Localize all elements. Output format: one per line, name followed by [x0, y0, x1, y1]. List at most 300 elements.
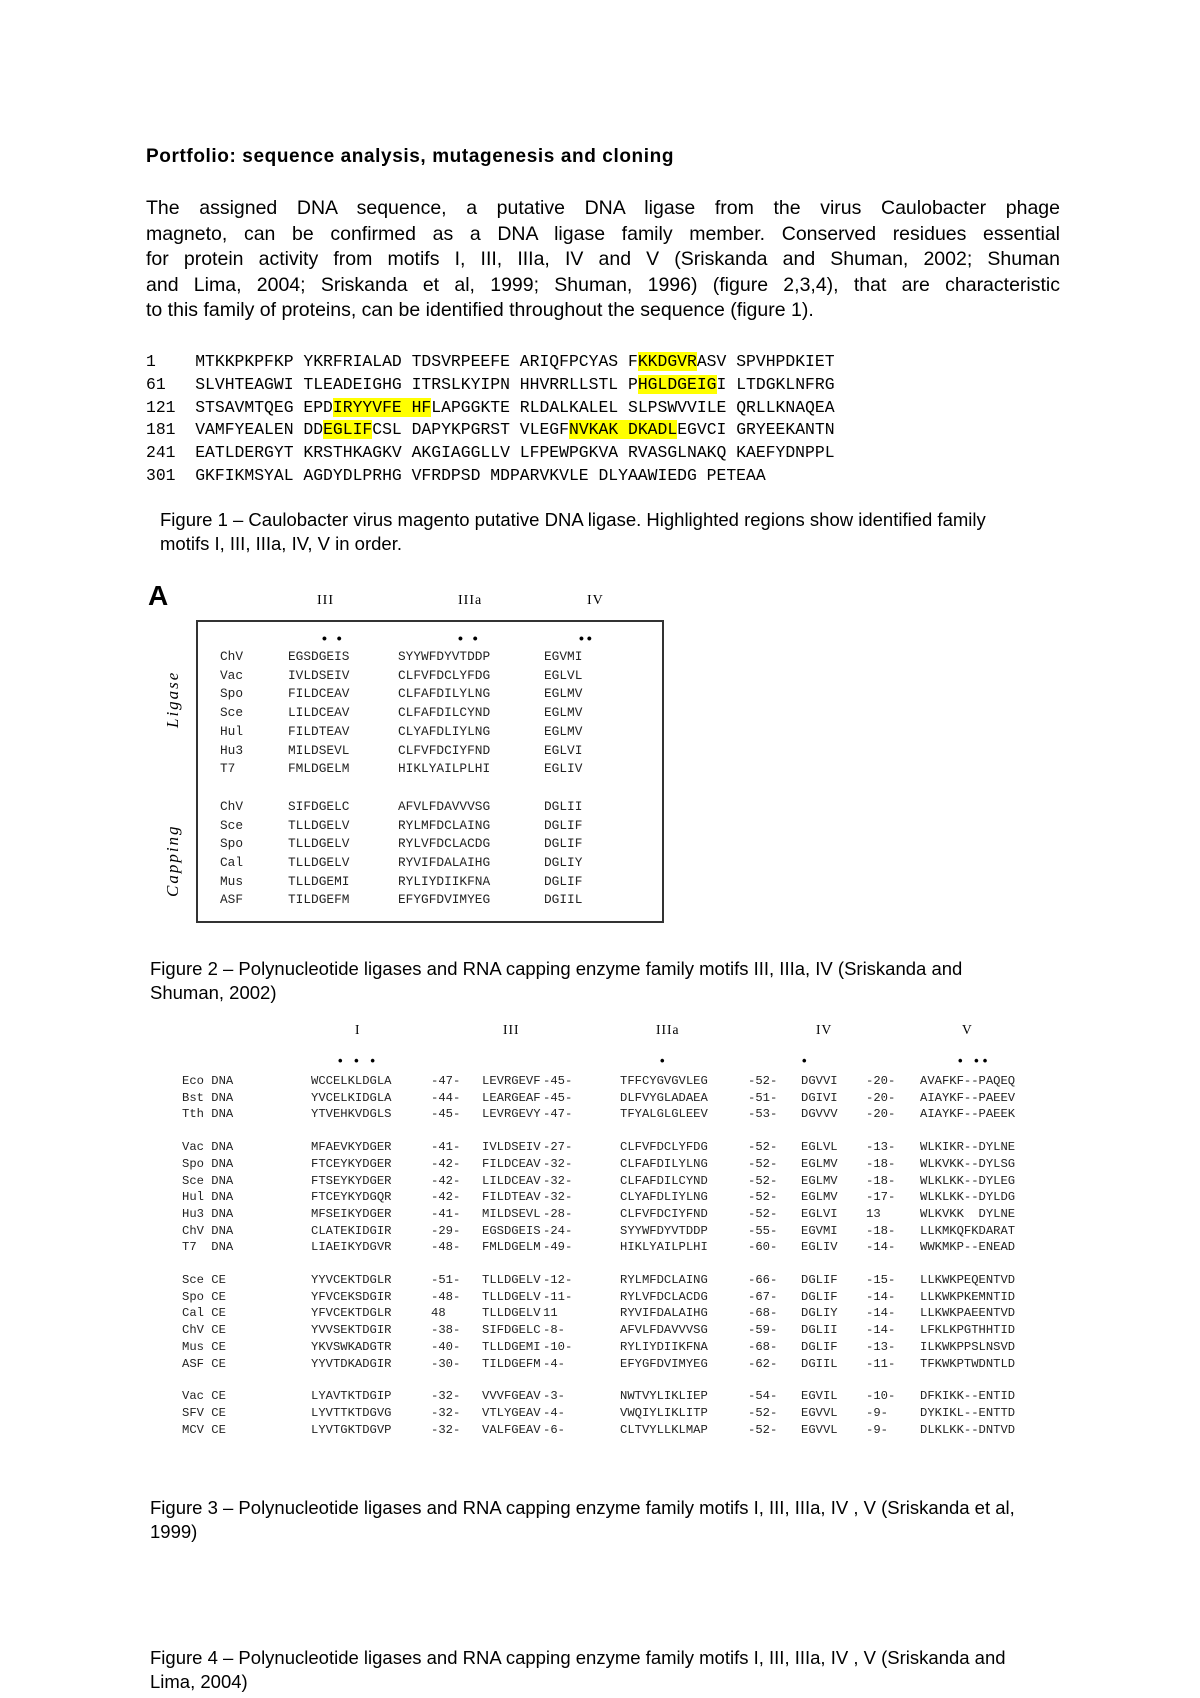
spacer-length: -47-: [431, 1074, 461, 1088]
motif-sequence: AIAYKF--PAEEK: [920, 1107, 1016, 1122]
sequence-segment: CSL DAPYKPGRST VLEGF: [372, 420, 569, 440]
figure3-alignment-row: [0, 1357, 1200, 1374]
spacer-length: -52-: [748, 1140, 778, 1155]
spacer-length: -24-: [543, 1223, 573, 1238]
motif-sequence: WLKVKK DYLNE: [920, 1206, 1016, 1221]
motif-sequence: MILDSEVL: [482, 1206, 541, 1221]
spacer-length: -29-: [431, 1223, 461, 1238]
motif-sequence: FILDCEAV: [482, 1156, 541, 1171]
spacer-length: -60-: [748, 1240, 778, 1255]
motif-sequence: AFVLFDAVVVSG: [620, 1323, 708, 1338]
organism-label: MCV CE: [182, 1422, 226, 1437]
figure3-conserved-dots: • • •: [338, 1053, 379, 1068]
motif-sequence: DGVVI: [801, 1074, 838, 1088]
motif-sequence: HIKLYAILPLHI: [398, 761, 491, 777]
intro-line: to this family of proteins, can be identified throughout the sequence (figure 1).: [146, 299, 814, 322]
motif-sequence: YYVCEKTDGLR: [311, 1273, 392, 1287]
motif-sequence: TLLDGELV: [288, 855, 350, 870]
motif-sequence: WLKVKK--DYLSG: [920, 1156, 1016, 1171]
figure2-conserved-dots: • •: [458, 630, 481, 646]
spacer-length: -62-: [748, 1356, 778, 1371]
figure3-caption: Figure 3 – Polynucleotide ligases and RNA capping enzyme family motifs I, III, IIIa, IV , V (Sriskanda et al, 1999): [150, 1497, 1015, 1542]
spacer-length: -20-: [866, 1074, 896, 1088]
spacer-length: -42-: [431, 1156, 461, 1171]
motif-sequence: EGLIV: [544, 761, 583, 777]
sequence-position: 241: [146, 443, 196, 463]
spacer-length: -18-: [866, 1156, 896, 1171]
motif-sequence: TFYALGLGLEEV: [620, 1107, 708, 1122]
motif-sequence: LLKMKQFKDARAT: [920, 1223, 1016, 1238]
figure3-alignment-row: [0, 1423, 1200, 1440]
motif-sequence: LILDCEAV: [482, 1173, 541, 1188]
motif-sequence: DGLIF: [544, 836, 583, 852]
spacer-length: -14-: [866, 1323, 896, 1338]
spacer-length: -13-: [866, 1339, 896, 1354]
intro-line: magneto, can be confirmed as a DNA ligase family member. Conserved residues essential: [146, 222, 1060, 245]
sequence-row: [146, 374, 835, 397]
organism-label: Hu3 DNA: [182, 1206, 234, 1221]
motif-sequence: RYLMFDCLAING: [620, 1273, 708, 1287]
intro-line: for protein activity from motifs I, III, IIIa, IV and V (Sriskanda and Shuman, 2002; Shuman: [146, 248, 1060, 271]
organism-label: Sce: [220, 817, 244, 833]
motif-sequence: DGLIF: [544, 817, 583, 833]
spacer-length: -32-: [431, 1422, 461, 1437]
spacer-length: -20-: [866, 1090, 896, 1105]
figure3-alignment-row: [0, 1273, 1200, 1290]
motif-sequence: WLKLKK--DYLEG: [920, 1173, 1016, 1188]
spacer-length: -18-: [866, 1223, 896, 1238]
motif-sequence: TLLDGELV: [482, 1273, 541, 1287]
motif-sequence: TFKWKPTWDNTLD: [920, 1356, 1016, 1371]
figure3-motif-header: III: [503, 1022, 520, 1037]
document-title: Portfolio: sequence analysis, mutagenesis and cloning: [146, 146, 675, 167]
figure2-alignment-row: [198, 855, 666, 874]
motif-sequence: EFYGFDVIMYEG: [620, 1356, 708, 1371]
motif-sequence: CLFVFDCLYFDG: [620, 1140, 708, 1155]
spacer-length: -32-: [431, 1389, 461, 1404]
sequence-row: [146, 419, 835, 442]
motif-sequence: CLFVFDCIYFND: [620, 1206, 708, 1221]
spacer-length: -45-: [543, 1090, 573, 1105]
motif-sequence: SIFDGELC: [482, 1323, 541, 1338]
spacer-length: -44-: [431, 1090, 461, 1105]
motif-sequence: CLFVFDCIYFND: [398, 742, 491, 758]
motif-sequence: DGLIY: [801, 1306, 838, 1321]
motif-sequence: EGSDGEIS: [482, 1223, 541, 1238]
motif-sequence: FILDTEAV: [482, 1190, 541, 1205]
spacer-length: -30-: [431, 1356, 461, 1371]
highlighted-motif: HGLDGEIG: [637, 374, 717, 394]
motif-sequence: TLLDGELV: [482, 1289, 541, 1304]
spacer-length: 11: [543, 1306, 558, 1321]
spacer-length: -13-: [866, 1140, 896, 1155]
spacer-length: -3-: [543, 1389, 565, 1404]
figure3-alignment-row: [0, 1107, 1200, 1124]
motif-sequence: EFYGFDVIMYEG: [398, 892, 491, 908]
motif-sequence: LFKLKPGTHHTID: [920, 1323, 1016, 1338]
spacer-length: -38-: [431, 1323, 461, 1338]
figure3-alignment-row: [0, 1389, 1200, 1406]
organism-label: T7 DNA: [182, 1240, 234, 1255]
motif-sequence: EGVIL: [801, 1389, 838, 1404]
spacer-length: -48-: [431, 1240, 461, 1255]
motif-sequence: IVLDSEIV: [288, 667, 350, 683]
sequence-segment: LAPGGKTE RLDALKALEL SLPSWVVILE QRLLKNAQEA: [431, 397, 835, 417]
motif-sequence: DGLIF: [544, 873, 583, 889]
motif-sequence: EGLMV: [801, 1156, 838, 1171]
motif-sequence: TILDGEFM: [482, 1356, 541, 1371]
figure1-caption: Figure 1 – Caulobacter virus magento putative DNA ligase. Highlighted regions show identified family motifs I, III, IIIa, IV, V in order.: [160, 509, 986, 554]
motif-sequence: CLYAFDLIYLNG: [398, 723, 491, 739]
motif-sequence: AIAYKF--PAEEV: [920, 1090, 1016, 1105]
organism-label: Tth DNA: [182, 1107, 234, 1122]
motif-sequence: FTSEYKYDGER: [311, 1173, 392, 1188]
spacer-length: -68-: [748, 1339, 778, 1354]
motif-sequence: WWKMKP--ENEAD: [920, 1240, 1016, 1255]
motif-sequence: CLFAFDILYLNG: [620, 1156, 708, 1171]
motif-sequence: EGVVL: [801, 1405, 838, 1420]
motif-sequence: CLFAFDILCYND: [398, 705, 491, 721]
sequence-segment: GKFIKMSYAL AGDYDLPRHG VFRDPSD MDPARVKVLE DLYAAWIEDG PETEAA: [195, 465, 766, 485]
spacer-length: -32-: [543, 1156, 573, 1171]
spacer-length: -53-: [748, 1107, 778, 1122]
figure3-alignment-row: [0, 1340, 1200, 1357]
figure3-motif-header: IIIa: [656, 1022, 680, 1037]
figure4-caption: Figure 4 – Polynucleotide ligases and RNA capping enzyme family motifs I, III, IIIa, IV , V (Sriskanda and Lima, 2004): [150, 1647, 1006, 1692]
spacer-length: -14-: [866, 1306, 896, 1321]
spacer-length: -14-: [866, 1240, 896, 1255]
motif-sequence: FMLDGELM: [288, 761, 350, 777]
figure2-alignment-row: [198, 799, 666, 818]
organism-label: Cal: [220, 855, 244, 870]
figure2-alignment-row: [198, 724, 666, 743]
motif-sequence: CLYAFDLIYLNG: [620, 1190, 708, 1205]
motif-sequence: CLFAFDILYLNG: [398, 686, 491, 702]
spacer-length: -14-: [866, 1289, 896, 1304]
organism-label: ChV: [220, 649, 244, 664]
motif-sequence: ILKWKPPSLNSVD: [920, 1339, 1016, 1354]
organism-label: Hul: [220, 723, 244, 739]
motif-sequence: CLFVFDCLYFDG: [398, 667, 491, 683]
sequence-position: 1: [146, 352, 196, 371]
figure2-caption: Figure 2 – Polynucleotide ligases and RNA capping enzyme family motifs III, IIIa, IV (Sriskanda and Shuman, 2002): [150, 958, 963, 1003]
organism-label: Spo: [220, 686, 244, 702]
figure3-motif-header: V: [962, 1022, 973, 1037]
figure2-conserved-dots: ••: [579, 630, 595, 646]
spacer-length: -9-: [866, 1405, 888, 1420]
sequence-segment: EATLDERGYT KRSTHKAGKV AKGIAGGLLV LFPEWPGKVA RVASGLNAKQ KAEFYDNPPL: [195, 443, 835, 463]
sequence-position: 61: [146, 374, 196, 394]
figure3-alignment-row: [0, 1290, 1200, 1307]
motif-sequence: EGLMV: [544, 686, 583, 702]
organism-label: ASF: [220, 892, 244, 908]
motif-sequence: RYVIFDALAIHG: [620, 1306, 708, 1321]
motif-sequence: EGLMV: [544, 705, 583, 721]
spacer-length: -11-: [543, 1289, 573, 1304]
motif-sequence: TLLDGEMI: [482, 1339, 541, 1354]
spacer-length: -52-: [748, 1156, 778, 1171]
organism-label: Sce CE: [182, 1273, 226, 1287]
spacer-length: -52-: [748, 1422, 778, 1437]
figure3-alignment-row: [0, 1207, 1200, 1224]
figure3-conserved-dots: •: [802, 1053, 811, 1068]
spacer-length: -52-: [748, 1405, 778, 1420]
organism-label: ChV DNA: [182, 1223, 234, 1238]
motif-sequence: FTCEYKYDGER: [311, 1156, 392, 1171]
highlighted-motif: NVKAK DKADL: [568, 420, 678, 440]
spacer-length: -42-: [431, 1190, 461, 1205]
motif-sequence: LLKWKPEQENTVD: [920, 1273, 1016, 1287]
motif-sequence: TLLDGELV: [482, 1306, 541, 1321]
motif-sequence: EGLMV: [801, 1190, 838, 1205]
spacer-length: -12-: [543, 1273, 573, 1287]
sequence-row: [146, 465, 835, 488]
spacer-length: -41-: [431, 1206, 461, 1221]
organism-label: Vac: [220, 667, 244, 683]
organism-label: Sce DNA: [182, 1173, 234, 1188]
sequence-row: [146, 351, 835, 374]
motif-sequence: DGVVV: [801, 1107, 838, 1122]
motif-sequence: CLTVYLLKLMAP: [620, 1422, 708, 1437]
motif-sequence: EGLMV: [801, 1173, 838, 1188]
spacer-length: -18-: [866, 1173, 896, 1188]
motif-sequence: EGVMI: [544, 649, 583, 664]
figure3-alignment-row: [0, 1240, 1200, 1257]
spacer-length: -28-: [543, 1206, 573, 1221]
spacer-length: -4-: [543, 1405, 565, 1420]
figure3-alignment-row: [0, 1323, 1200, 1340]
organism-label: Bst DNA: [182, 1090, 234, 1105]
figure2-alignment-row: [198, 892, 666, 911]
spacer-length: -51-: [431, 1273, 461, 1287]
motif-sequence: RYVIFDALAIHG: [398, 855, 491, 870]
organism-label: Mus: [220, 873, 244, 889]
motif-sequence: TFFCYGVGVLEG: [620, 1074, 708, 1088]
spacer-length: -52-: [748, 1074, 778, 1088]
spacer-length: -41-: [431, 1140, 461, 1155]
spacer-length: -11-: [866, 1356, 896, 1371]
spacer-length: -48-: [431, 1289, 461, 1304]
spacer-length: -47-: [543, 1107, 573, 1122]
organism-label: ChV CE: [182, 1323, 226, 1338]
sequence-segment: SLVHTEAGWI TLEADEIGHG ITRSLKYIPN HHVRRLLSTL P: [195, 374, 638, 394]
figure2-motif-header: IV: [587, 593, 604, 608]
spacer-length: -45-: [543, 1074, 573, 1088]
motif-sequence: WLKLKK--DYLDG: [920, 1190, 1016, 1205]
spacer-length: -54-: [748, 1389, 778, 1404]
figure2-alignment-row: [198, 668, 666, 687]
figure3-alignment-row: [0, 1157, 1200, 1174]
sequence-row: [146, 397, 835, 420]
figure3-alignment-row: [0, 1306, 1200, 1323]
motif-sequence: NWTVYLIKLIEP: [620, 1389, 708, 1404]
spacer-length: -42-: [431, 1173, 461, 1188]
motif-sequence: MFAEVKYDGER: [311, 1140, 392, 1155]
motif-sequence: HIKLYAILPLHI: [620, 1240, 708, 1255]
highlighted-motif: EGLIF: [323, 420, 373, 440]
spacer-length: -51-: [748, 1090, 778, 1105]
spacer-length: -52-: [748, 1173, 778, 1188]
organism-label: Mus CE: [182, 1339, 226, 1354]
spacer-length: -27-: [543, 1140, 573, 1155]
motif-sequence: EGLIV: [801, 1240, 838, 1255]
motif-sequence: WCCELKLDGLA: [311, 1074, 392, 1088]
motif-sequence: TLLDGELV: [288, 817, 350, 833]
figure2-motif-header: III: [317, 593, 334, 608]
sequence-segment: MTKKPKPFKP YKRFRIALAD TDSVRPEEFE ARIQFPCYAS F: [195, 352, 638, 371]
motif-sequence: LYVTTKTDGVG: [311, 1405, 392, 1420]
sequence-position: 121: [146, 397, 196, 417]
motif-sequence: YVVSEKTDGIR: [311, 1323, 392, 1338]
figure2-alignment-row: [198, 836, 666, 855]
motif-sequence: TLLDGELV: [288, 836, 350, 852]
spacer-length: -9-: [866, 1422, 888, 1437]
figure3-conserved-dots: •: [660, 1053, 669, 1068]
organism-label: ASF CE: [182, 1356, 226, 1371]
motif-sequence: YVCELKIDGLA: [311, 1090, 392, 1105]
motif-sequence: DGIIL: [801, 1356, 838, 1371]
motif-sequence: VTLYGEAV: [482, 1405, 541, 1420]
motif-sequence: LIAEIKYDGVR: [311, 1240, 392, 1255]
figure2-motif-header: IIIa: [458, 593, 483, 608]
figure2-alignment-row: [198, 705, 666, 724]
motif-sequence: AFVLFDAVVVSG: [398, 798, 491, 814]
organism-label: Spo CE: [182, 1289, 226, 1304]
sequence-segment: ASV SPVHPDKIET: [696, 352, 835, 371]
figure3-alignment-row: [0, 1224, 1200, 1241]
sequence-position: 301: [146, 465, 196, 485]
figure3-alignment-row: [0, 1190, 1200, 1207]
sequence-segment: I LTDGKLNFRG: [716, 374, 835, 394]
motif-sequence: YTVEHKVDGLS: [311, 1107, 392, 1122]
sequence-segment: VAMFYEALEN DD: [195, 420, 324, 440]
spacer-length: -67-: [748, 1289, 778, 1304]
protein-sequence: [146, 351, 835, 488]
highlighted-motif: KKDGVR: [637, 352, 697, 371]
motif-sequence: CLFAFDILCYND: [620, 1173, 708, 1188]
figure2-alignment-row: [198, 686, 666, 705]
sequence-position: 181: [146, 420, 196, 440]
figure3-alignment-row: [0, 1140, 1200, 1157]
figure3-alignment-row: [0, 1091, 1200, 1108]
motif-sequence: TLLDGEMI: [288, 873, 350, 889]
organism-label: Vac DNA: [182, 1140, 234, 1155]
motif-sequence: EGLVI: [544, 742, 583, 758]
figure3-alignment-table: [0, 1074, 1200, 1454]
motif-sequence: FTCEYKYDGQR: [311, 1190, 392, 1205]
spacer-length: -10-: [543, 1339, 573, 1354]
spacer-length: -10-: [866, 1389, 896, 1404]
sequence-segment: EGVCI GRYEEKANTN: [677, 420, 835, 440]
spacer-length: -68-: [748, 1306, 778, 1321]
motif-sequence: EGLVL: [544, 667, 583, 683]
motif-sequence: DGLIF: [801, 1339, 838, 1354]
spacer-length: 48: [431, 1306, 446, 1321]
motif-sequence: DFKIKK--ENTID: [920, 1389, 1016, 1404]
intro-line: The assigned DNA sequence, a putative DNA ligase from the virus Caulobacter phage: [146, 197, 1060, 219]
spacer-length: -17-: [866, 1190, 896, 1205]
figure2-alignment-row: [198, 743, 666, 762]
motif-sequence: YFVCEKTDGLR: [311, 1306, 392, 1321]
motif-sequence: AVAFKF--PAQEQ: [920, 1074, 1016, 1088]
spacer-length: -45-: [431, 1107, 461, 1122]
motif-sequence: WLKIKR--DYLNE: [920, 1140, 1016, 1155]
figure3-motif-header: I: [355, 1022, 361, 1037]
motif-sequence: FMLDGELM: [482, 1240, 541, 1255]
motif-sequence: YYVTDKADGIR: [311, 1356, 392, 1371]
motif-sequence: DGLIF: [801, 1273, 838, 1287]
motif-sequence: SYYWFDYVTDDP: [398, 649, 491, 664]
figure3-alignment-row: [0, 1074, 1200, 1091]
motif-sequence: DLFVYGLADAEA: [620, 1090, 708, 1105]
motif-sequence: EGLVL: [801, 1140, 838, 1155]
spacer-length: -52-: [748, 1190, 778, 1205]
figure2-alignment-row: [198, 649, 666, 668]
motif-sequence: LILDCEAV: [288, 705, 350, 721]
organism-label: Spo: [220, 836, 244, 852]
figure3-motif-header: IV: [816, 1022, 833, 1037]
motif-sequence: LEVRGEVY: [482, 1107, 541, 1122]
intro-line: and Lima, 2004; Sriskanda et al, 1999; Shuman, 1996) (figure 2,3,4), that are characteristic: [146, 273, 1060, 296]
motif-sequence: DYKIKL--ENTTD: [920, 1405, 1016, 1420]
motif-sequence: RYLVFDCLACDG: [398, 836, 491, 852]
organism-label: ChV: [220, 798, 244, 814]
figure3-alignment-row: [0, 1406, 1200, 1423]
motif-sequence: DGIVI: [801, 1090, 838, 1105]
spacer-length: -55-: [748, 1223, 778, 1238]
motif-sequence: DGLII: [801, 1323, 838, 1338]
spacer-length: 13: [866, 1206, 881, 1221]
motif-sequence: DGIIL: [544, 892, 583, 908]
figure2-alignment-row: [198, 761, 666, 780]
organism-label: Spo DNA: [182, 1156, 234, 1171]
sequence-row: [146, 442, 835, 465]
spacer-length: -32-: [543, 1173, 573, 1188]
motif-sequence: SYYWFDYVTDDP: [620, 1223, 708, 1238]
spacer-length: -66-: [748, 1273, 778, 1287]
motif-sequence: EGVMI: [801, 1223, 838, 1238]
motif-sequence: MILDSEVL: [288, 742, 350, 758]
spacer-length: -20-: [866, 1107, 896, 1122]
motif-sequence: LEVRGEVF: [482, 1074, 541, 1088]
spacer-length: -32-: [431, 1405, 461, 1420]
motif-sequence: IVLDSEIV: [482, 1140, 541, 1155]
organism-label: Hul DNA: [182, 1190, 234, 1205]
spacer-length: -4-: [543, 1356, 565, 1371]
motif-sequence: MFSEIKYDGER: [311, 1206, 392, 1221]
motif-sequence: RYLIYDIIKFNA: [620, 1339, 708, 1354]
figure2-group-label-capping: Capping: [163, 824, 182, 897]
figure2-alignment-row: [198, 818, 666, 837]
spacer-length: -15-: [866, 1273, 896, 1287]
motif-sequence: VALFGEAV: [482, 1422, 541, 1437]
motif-sequence: EGSDGEIS: [288, 649, 350, 664]
motif-sequence: DGLIF: [801, 1289, 838, 1304]
spacer-length: -40-: [431, 1339, 461, 1354]
organism-label: Cal CE: [182, 1306, 226, 1321]
motif-sequence: DGLII: [544, 798, 583, 814]
motif-sequence: EGVVL: [801, 1422, 838, 1437]
motif-sequence: LEARGEAF: [482, 1090, 541, 1105]
motif-sequence: RYLMFDCLAING: [398, 817, 491, 833]
figure2-alignment-box: [196, 620, 664, 923]
spacer-length: -32-: [543, 1190, 573, 1205]
motif-sequence: RYLVFDCLACDG: [620, 1289, 708, 1304]
motif-sequence: DLKLKK--DNTVD: [920, 1422, 1016, 1437]
motif-sequence: LYVTGKTDGVP: [311, 1422, 392, 1437]
spacer-length: -59-: [748, 1323, 778, 1338]
motif-sequence: EGLVI: [801, 1206, 838, 1221]
